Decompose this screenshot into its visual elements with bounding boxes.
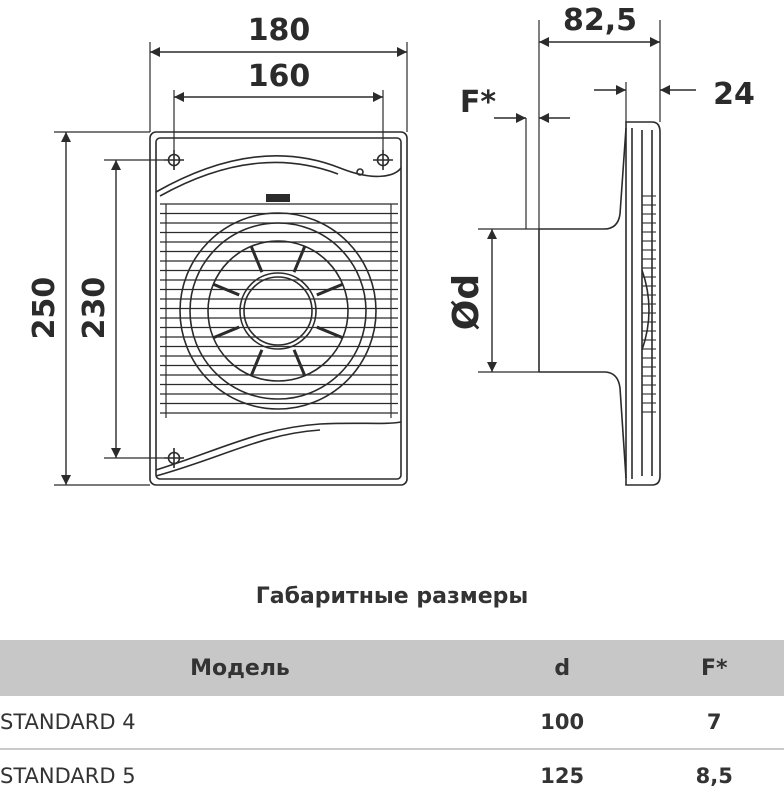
table-row (0, 749, 784, 802)
top-wave (156, 156, 401, 192)
dim-label-250: 250 (27, 276, 62, 340)
side-view (539, 122, 660, 485)
cell-model: STANDARD 5 (0, 764, 136, 788)
dim-label-f: F* (459, 85, 497, 120)
cell-model: STANDARD 4 (0, 696, 480, 749)
dim-label-180: 180 (247, 13, 311, 48)
header-model: Модель (0, 640, 480, 696)
table-row (0, 696, 784, 749)
dim-label-diameter: Ød (446, 273, 487, 331)
bottom-wave (156, 422, 401, 470)
dimensions-caption: Габаритные размеры (255, 584, 529, 609)
dim-label-230: 230 (77, 276, 112, 340)
cell-f: 7 (644, 696, 784, 749)
cell-f: 8,5 (695, 764, 733, 788)
front-view (150, 132, 407, 485)
grille-slats (160, 204, 398, 418)
table-header-row (0, 640, 784, 696)
dim-label-24: 24 (713, 77, 755, 112)
dim-label-82-5: 82,5 (562, 3, 638, 38)
header-f: F* (644, 640, 784, 696)
dimensions-table (0, 640, 784, 802)
cell-d: 125 (540, 764, 585, 788)
dim-label-160: 160 (247, 59, 311, 94)
header-d: d (480, 640, 644, 696)
duct-spigot (539, 128, 626, 229)
cell-d: 100 (480, 696, 644, 749)
